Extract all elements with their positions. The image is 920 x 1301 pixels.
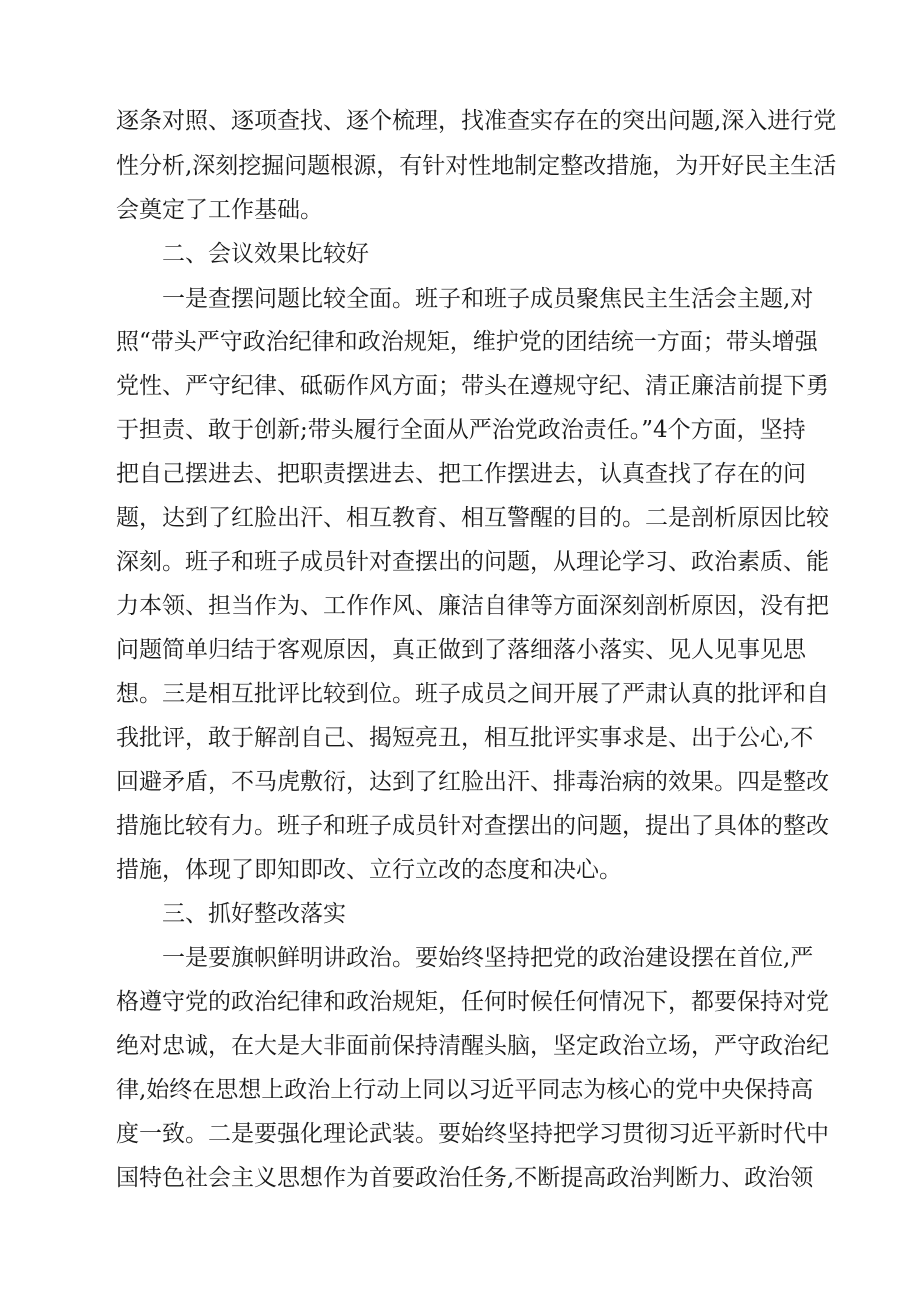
text-line: 律,始终在思想上政治上行动上同以习近平同志为核心的党中央保持高 bbox=[116, 1077, 814, 1103]
text-line: 会奠定了工作基础。 bbox=[116, 197, 323, 223]
text-line: 力本领、担当作为、工作作风、廉洁自律等方面深刻剖析原因，没有把 bbox=[116, 593, 829, 619]
text-line: 我批评，敢于解剖自己、揭短亮丑，相互批评实事求是、出于公心,不 bbox=[116, 725, 814, 751]
text-line: 度一致。二是要强化理论武装。要始终坚持把学习贯彻习近平新时代中 bbox=[116, 1121, 829, 1147]
text-line: 国特色社会主义思想作为首要政治任务,不断提高政治判断力、政治领 bbox=[116, 1165, 814, 1191]
text-line: 一是要旗帜鲜明讲政治。要始终坚持把党的政治建设摆在首位,严 bbox=[162, 945, 814, 971]
text-line: 措施比较有力。班子和班子成员针对查摆出的问题，提出了具体的整改 bbox=[116, 813, 829, 839]
text-line: 问题简单归结于客观原因，真正做到了落细落小落实、见人见事见思 bbox=[116, 637, 806, 663]
section-heading: 二、会议效果比较好 bbox=[162, 241, 369, 267]
section-heading: 三、抓好整改落实 bbox=[162, 901, 346, 927]
text-line: 想。三是相互批评比较到位。班子成员之间开展了严肃认真的批评和自 bbox=[116, 681, 829, 707]
text-line: 党性、严守纪律、砥砺作风方面；带头在遵规守纪、清正廉洁前提下勇 bbox=[116, 373, 829, 399]
text-line: 性分析,深刻挖掘问题根源，有针对性地制定整改措施，为开好民主生活 bbox=[116, 153, 837, 179]
text-line: 一是查摆问题比较全面。班子和班子成员聚焦民主生活会主题,对 bbox=[162, 286, 814, 312]
text-line: 逐条对照、逐项查找、逐个梳理，找准查实存在的突出问题,深入进行党 bbox=[116, 108, 837, 134]
text-line: 把自己摆进去、把职责摆进去、把工作摆进去，认真查找了存在的问 bbox=[116, 461, 806, 487]
text-line: 深刻。班子和班子成员针对查摆出的问题，从理论学习、政治素质、能 bbox=[116, 549, 829, 575]
text-line: 格遵守党的政治纪律和政治规矩，任何时候任何情况下，都要保持对党 bbox=[116, 989, 829, 1015]
text-line: 绝对忠诚，在大是大非面前保持清醒头脑，坚定政治立场，严守政治纪 bbox=[116, 1033, 829, 1059]
text-line: 措施，体现了即知即改、立行立改的态度和决心。 bbox=[116, 857, 622, 883]
text-line: 于担责、敢于创新;带头履行全面从严治党政治责任。”4个方面，坚持 bbox=[116, 417, 806, 443]
text-line: 照“带头严守政治纪律和政治规矩，维护党的团结统一方面；带头增强 bbox=[116, 329, 818, 355]
text-line: 题，达到了红脸出汗、相互教育、相互警醒的目的。二是剖析原因比较 bbox=[116, 505, 829, 531]
text-line: 回避矛盾，不马虎敷衍，达到了红脸出汗、排毒治病的效果。四是整改 bbox=[116, 769, 829, 795]
